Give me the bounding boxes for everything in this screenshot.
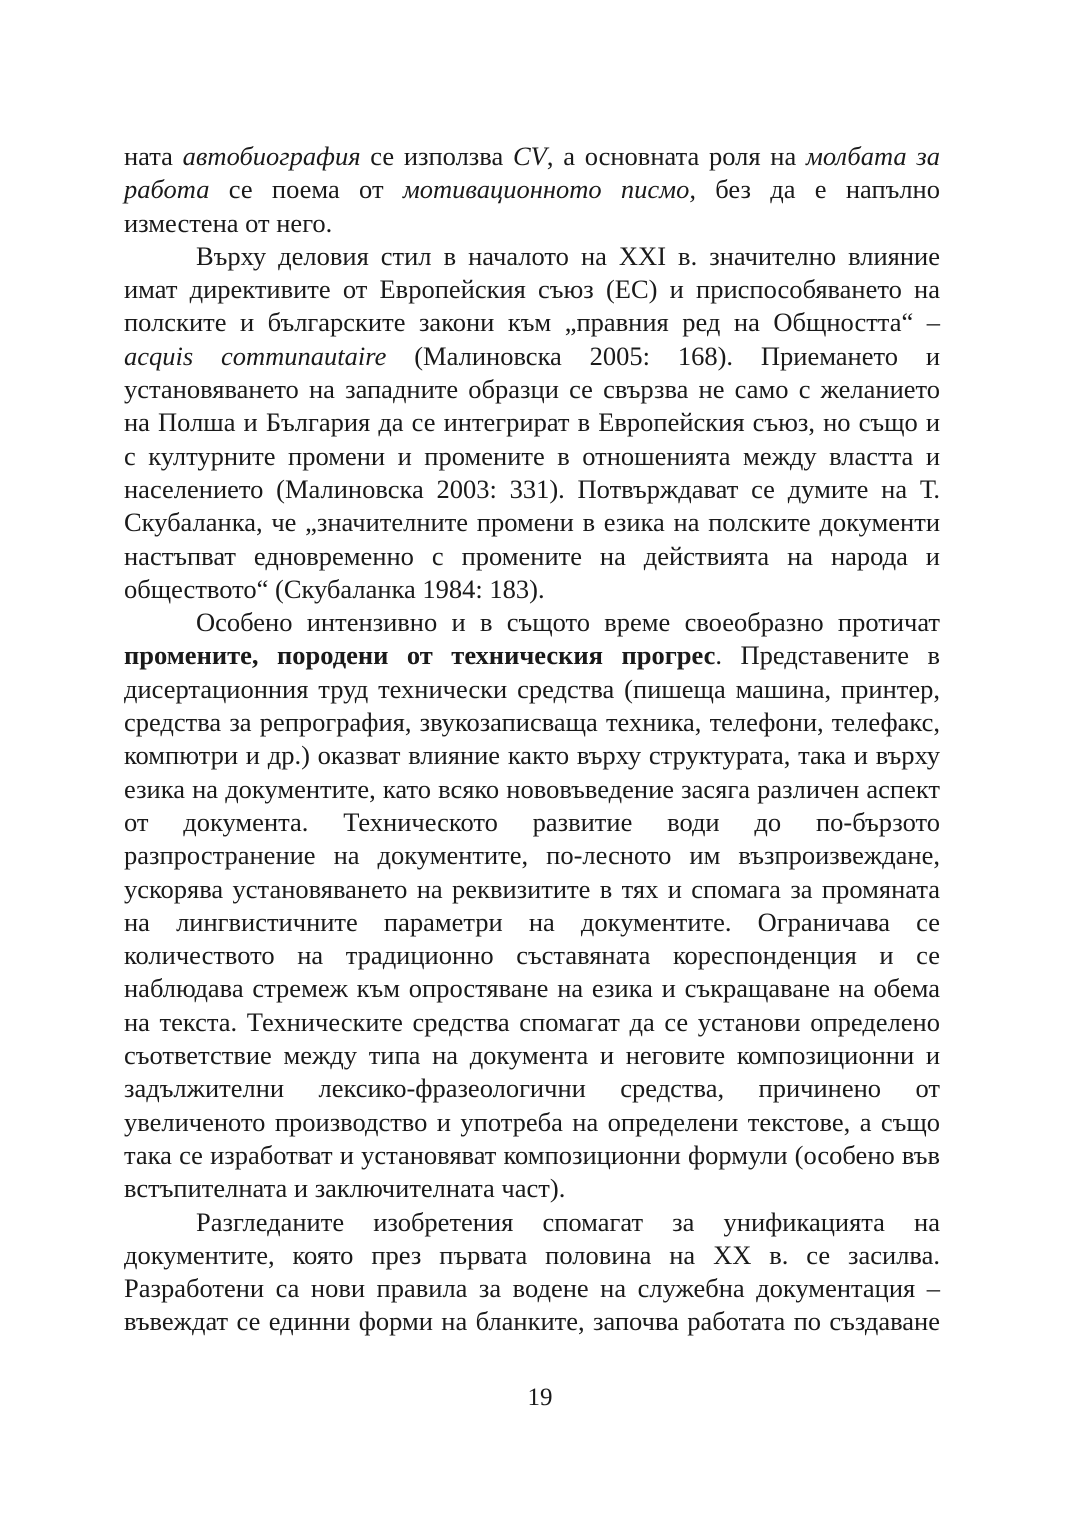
text-run: ната: [124, 141, 183, 171]
italic-term: автобиография: [182, 141, 361, 171]
text-run: Особено интензивно и в същото време своеобразно протичат: [196, 607, 940, 638]
bold-phrase: промените, породени от техническия прогрес: [124, 640, 716, 671]
text-run: Разгледаните изобретения спомагат за унификацията на документите, която през първата половина на XX в. се засилва. Разработени са нови правила за водене на служебна документация – въвеждат се единни форми на бланките, започва работата по създаване: [124, 1206, 940, 1337]
text-run: Върху деловия стил в началото на XXI в. значително влияние имат директивите от Европейския съюз (ЕС) и приспособяването на полските и българските закони към „правния ред на Общността“ –: [124, 240, 940, 338]
text-run: , а основната роля на: [546, 141, 806, 171]
text-run: без да е напълно изместена от него.: [124, 174, 940, 238]
text-run: се поема от: [209, 174, 403, 205]
paragraph-3: [124, 606, 940, 1205]
text-run: се използва: [360, 141, 513, 171]
italic-term: CV: [512, 141, 547, 171]
text-run: . Представените в дисертационния труд технически средства (пишеща машина, принтер, средства за репрография, звукозаписваща техника, телефони, телефакс, компютри и др.) оказват влияние както върху структурата, така и върху езика на документите, като всяко нововъведение засяга различен аспект от документа. Техническото развитие води до по-бързото разпространение на документите, по-лесното им възпроизвеждане, ускорява установяването на реквизитите в тях и спомага за промяната на лингвистичните параметри на документите. Ограничава се количеството на традиционно съставяната кореспонденция и се наблюдава стремеж към опростяване на езика и съкращаване на обема на текста. Техническите средства спомагат да се установи определено съответствие между типа на документа и неговите композиционни и задължителни лексико-фразеологични средства, причинено от увеличеното производство и употреба на определени текстове, а също така се изработват и установяват композиционни формули (особено във встъпителната и заключителната част).: [124, 640, 940, 1204]
italic-term: acquis communautaire: [124, 340, 387, 371]
paragraph-2: [124, 240, 940, 606]
paragraph-1: [124, 140, 940, 240]
page-number: 19: [527, 1384, 553, 1411]
body-text: [124, 140, 940, 1339]
italic-term: мотивационното писмо,: [402, 174, 696, 205]
text-run: (Малиновска 2005: 168). Приемането и установяването на западните образци се свързва не само с желанието на Полша и България да се интегрират в Европейския съюз, но също и с културните промени и промените в отношенията между властта и населението (Малиновска 2003: 331). Потвърждават се думите на Т. Скубаланка, че „значителните промени в езика на полските документи настъпват едновременно с промените на действията на народа и обществото“ (Скубаланка 1984: 183).: [124, 340, 940, 604]
italic-term: молбата за работа: [124, 141, 940, 205]
paragraph-4: [124, 1206, 940, 1339]
